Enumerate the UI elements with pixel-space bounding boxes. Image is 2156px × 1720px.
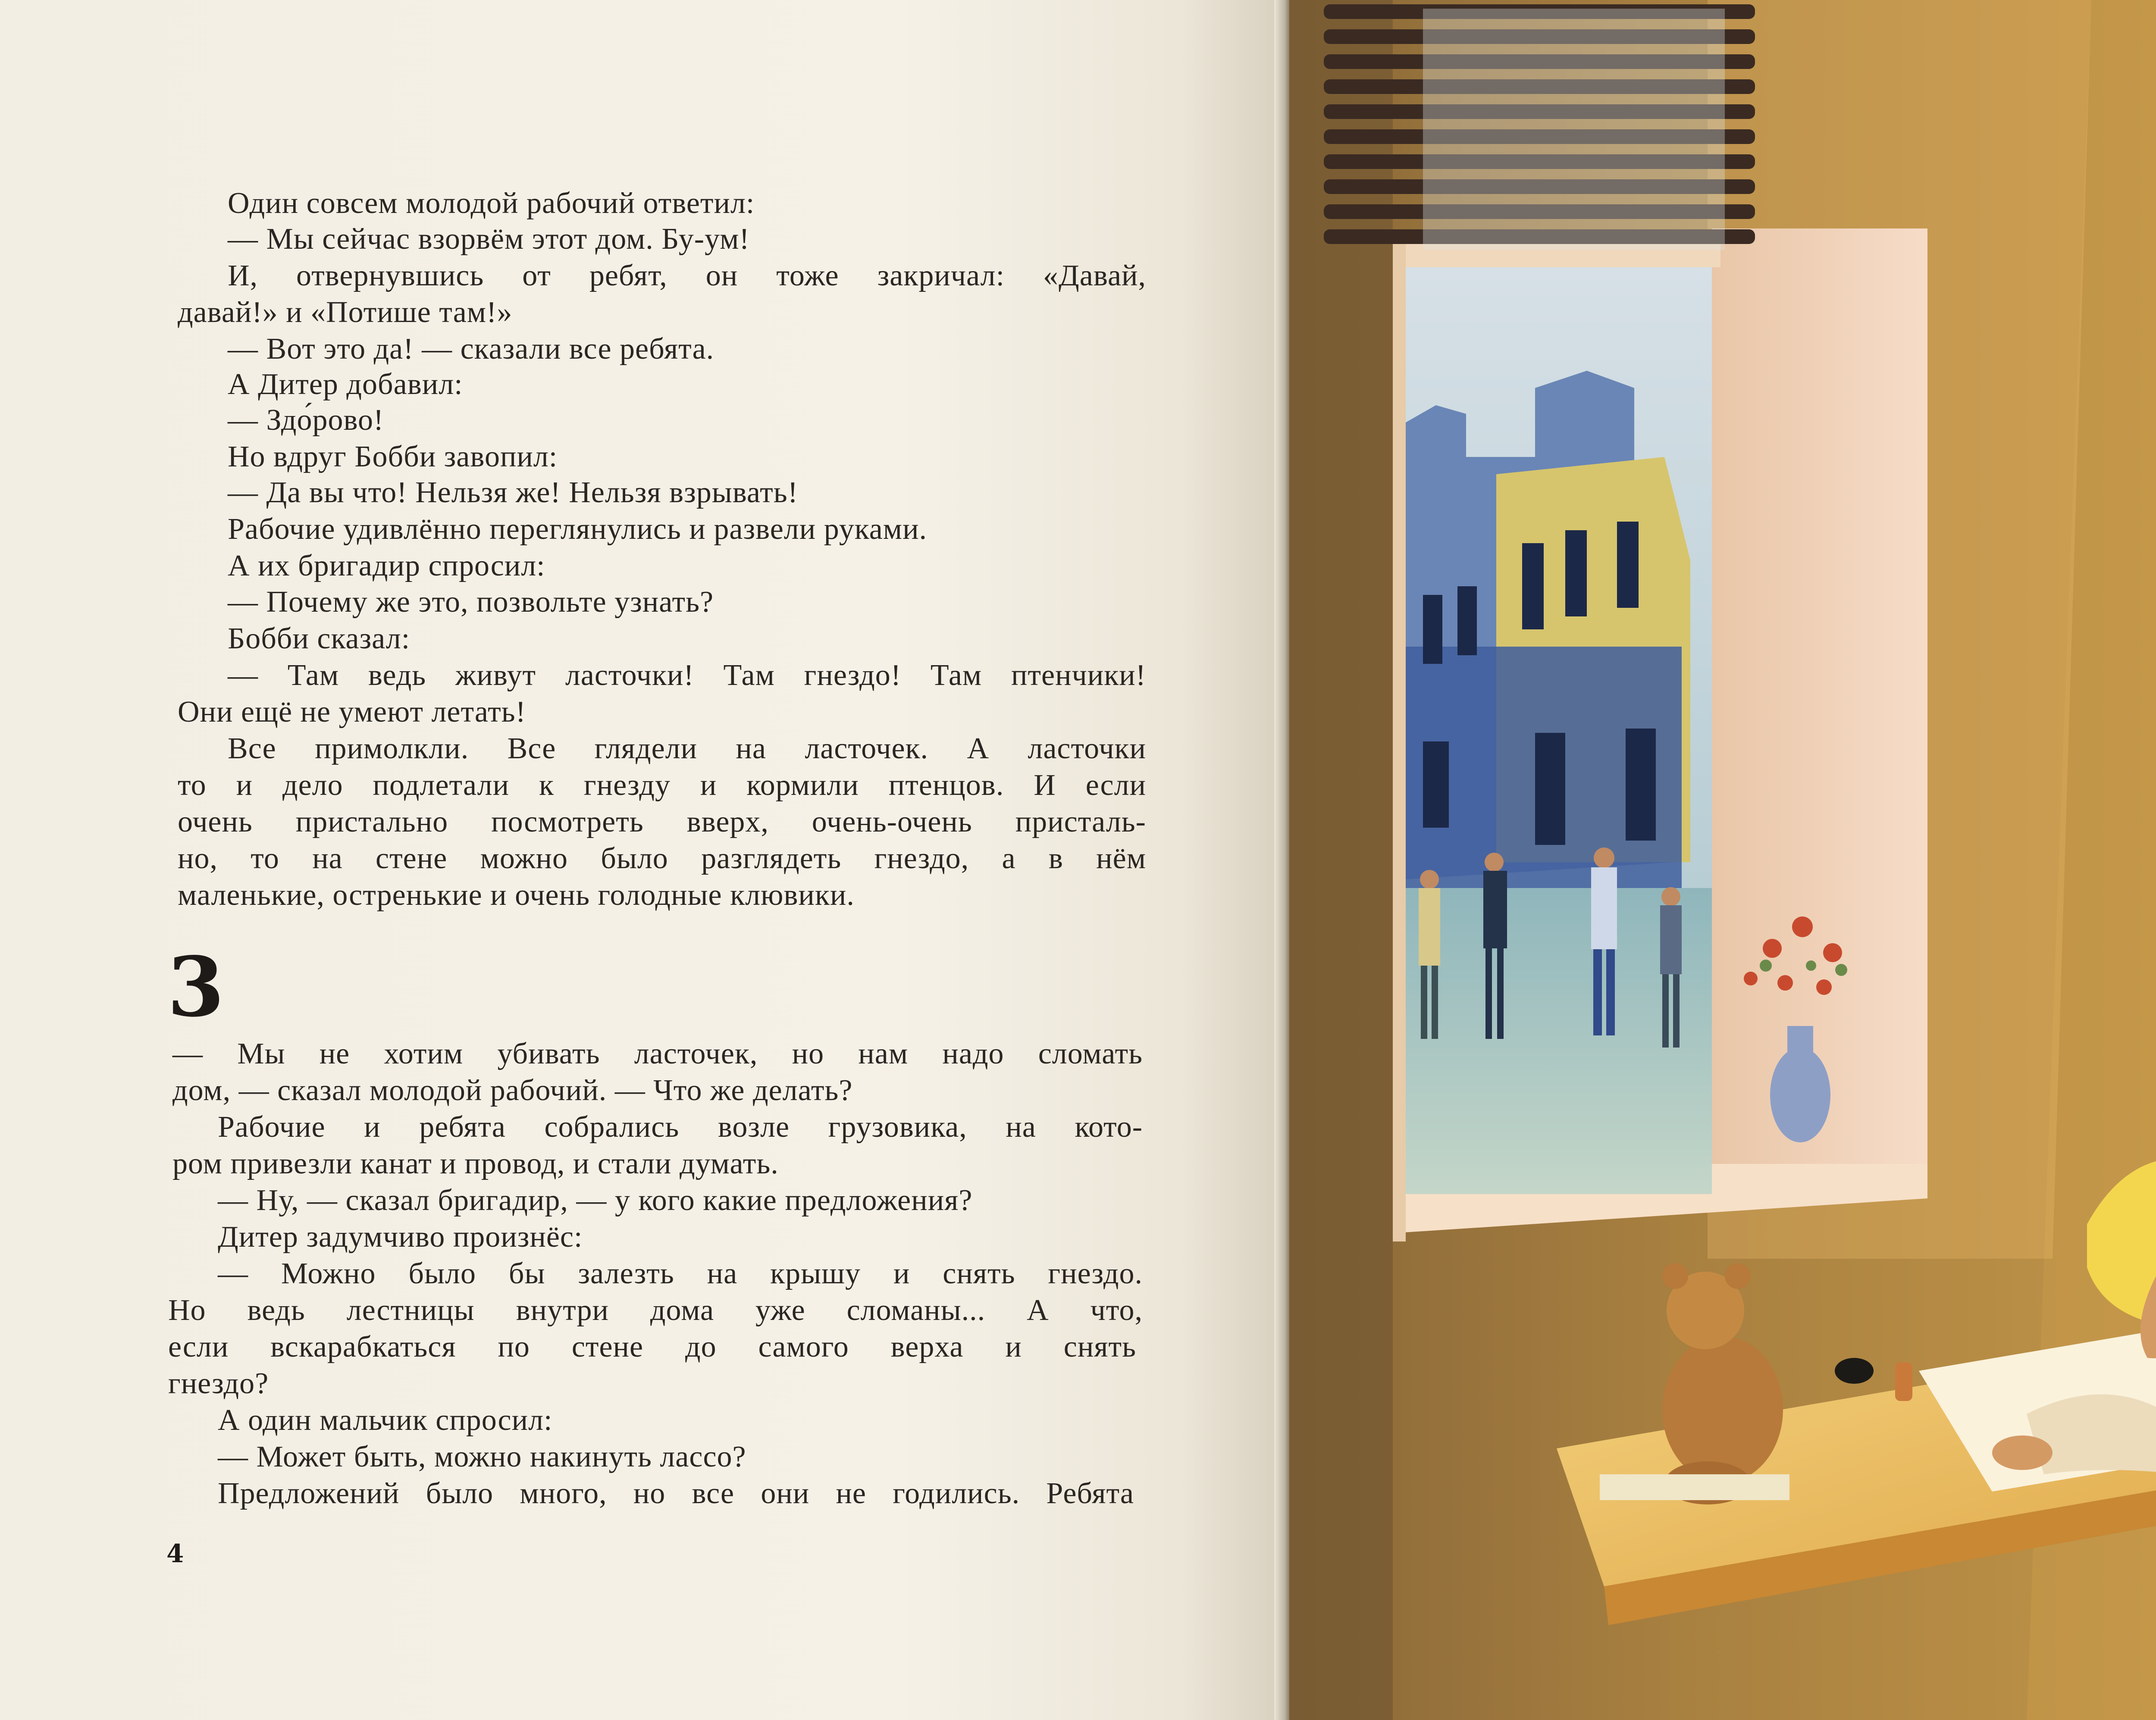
text-line: давай!» и «Потише там!» [178, 296, 513, 329]
text-line: Но вдруг Бобби завопил: [228, 440, 558, 473]
text-line: Они ещё не умеют летать! [178, 695, 526, 729]
text-line: очень пристально посмотреть вверх, очень-очень присталь- [178, 805, 1146, 838]
text-line: А их бригадир спросил: [228, 549, 545, 582]
wall-shadow [1289, 0, 1393, 1720]
illustration [1289, 0, 2156, 1720]
text-line: Дитер задумчиво произнёс: [218, 1220, 583, 1254]
text-line: А один мальчик спросил: [218, 1404, 553, 1437]
blind-panel [1423, 9, 1725, 250]
text-line: то и дело подлетали к гнезду и кормили птенцов. И если [178, 769, 1146, 802]
text-line: — Там ведь живут ласточки! Там гнездо! Там птенчики! [228, 659, 1146, 692]
text-line: Но ведь лестницы внутри дома уже сломаны... А что, [168, 1294, 1143, 1327]
text-line: — Можно было бы залезть на крышу и снять гнездо. [218, 1257, 1143, 1290]
street-view [1406, 267, 1712, 1194]
text-line: А Дитер добавил: [228, 368, 463, 401]
text-line: дом, — сказал молодой рабочий. — Что же делать? [172, 1074, 853, 1107]
text-line: — Может быть, можно накинуть лассо? [218, 1440, 746, 1473]
text-line: Рабочие и ребята собрались возле грузовика, на кото- [218, 1110, 1143, 1144]
text-line: И, отвернувшись от ребят, он тоже закричал: «Давай, [228, 259, 1146, 292]
text-line: — Почему же это, позвольте узнать? [228, 585, 714, 619]
window-frame-left [1393, 241, 1406, 1242]
text-line: ром привезли канат и провод, и стали думать. [172, 1147, 779, 1180]
text-line: Один совсем молодой рабочий ответил: [228, 187, 755, 220]
text-line: гнездо? [168, 1367, 269, 1400]
text-line: Все примолкли. Все глядели на ласточек. А ласточки [228, 732, 1146, 765]
chapter-number: 3 [167, 939, 225, 1035]
text-line: — Мы сейчас взорвём этот дом. Бу-ум! [228, 222, 750, 256]
text-line: Предложений было много, но все они не годились. Ребята [218, 1477, 1134, 1510]
text-line: Бобби сказал: [228, 622, 411, 655]
text-line: — Ну, — сказал бригадир, — у кого какие предложения? [218, 1184, 973, 1217]
text-line: — Вот это да! — сказали все ребята. [228, 332, 714, 366]
text-line: маленькие, остренькие и очень голодные клювики. [178, 879, 855, 912]
text-line: если вскарабкаться по стене до самого верха и снять [168, 1330, 1136, 1363]
text-line: Рабочие удивлённо переглянулись и развели руками. [228, 513, 928, 546]
text-line: — Да вы что! Нельзя же! Нельзя взрывать! [228, 476, 799, 509]
text-line: — Здо́рово! [228, 403, 384, 437]
page-number: 4 [166, 1539, 184, 1568]
text-line: — Мы не хотим убивать ласточек, но нам надо сломать [172, 1037, 1143, 1070]
text-line: но, то на стене можно было разглядеть гнездо, а в нём [178, 842, 1146, 875]
child-hand [1992, 1435, 2053, 1470]
